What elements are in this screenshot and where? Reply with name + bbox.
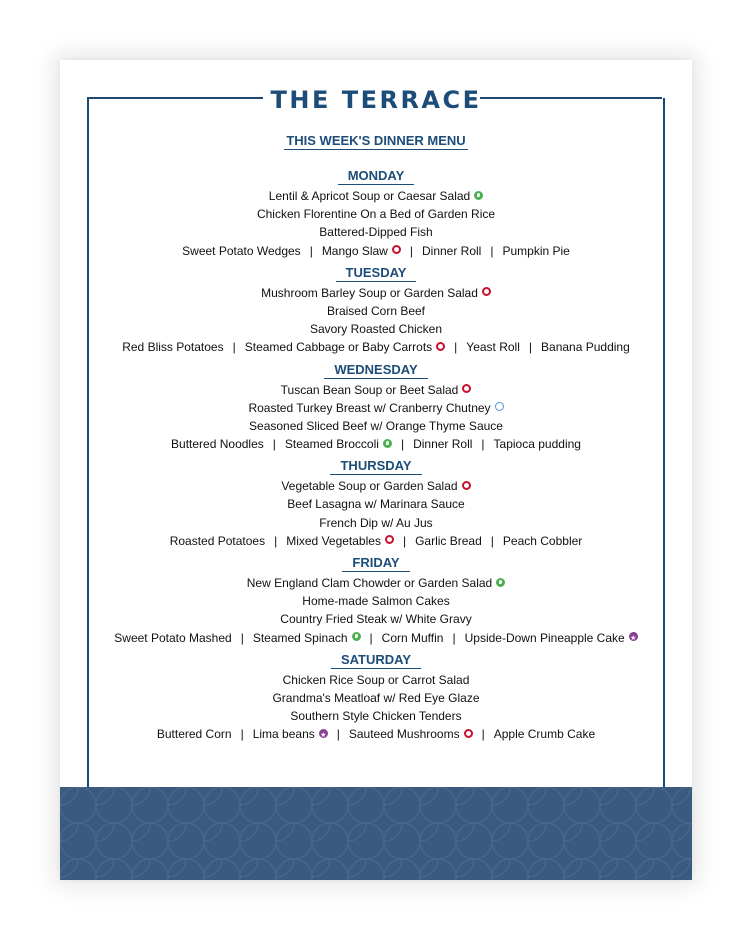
day-heading <box>60 168 692 187</box>
menu-line <box>60 610 692 628</box>
item-separator: | <box>490 243 494 258</box>
menu-item: Chicken Florentine On a Bed of Garden Rice <box>256 207 496 222</box>
red-circle-icon <box>464 729 473 738</box>
menu-item: French Dip w/ Au Jus <box>319 515 433 530</box>
day-heading <box>60 265 692 284</box>
menu-item: Tuscan Bean Soup or Beet Salad <box>280 382 459 397</box>
menu-item: Dinner Roll <box>421 243 482 258</box>
menu-item: Yeast Roll <box>466 340 520 355</box>
menu-line <box>60 381 692 399</box>
menu-item: Lima beans <box>252 727 315 742</box>
day-heading-text: THURSDAY <box>330 458 421 475</box>
item-separator: | <box>309 243 313 258</box>
day-section-wednesday <box>60 362 692 454</box>
item-separator: | <box>409 243 413 258</box>
menu-line <box>60 671 692 689</box>
menu-item: Savory Roasted Chicken <box>309 322 443 337</box>
red-circle-icon <box>436 342 445 351</box>
day-heading-text: TUESDAY <box>336 265 417 282</box>
item-separator: | <box>272 437 276 452</box>
menu-line <box>60 707 692 725</box>
menu-item: Garlic Bread <box>415 533 482 548</box>
menu-line <box>60 399 692 417</box>
item-separator: | <box>454 340 458 355</box>
footer-pattern-band <box>60 787 692 880</box>
menu-item: Buttered Corn <box>156 727 232 742</box>
red-circle-icon <box>462 481 471 490</box>
item-separator: | <box>274 533 278 548</box>
menu-item: Grandma's Meatloaf w/ Red Eye Glaze <box>272 690 480 705</box>
menu-item: Mushroom Barley Soup or Garden Salad <box>261 285 478 300</box>
menu-item: Braised Corn Beef <box>326 303 426 318</box>
purple-star-icon <box>629 632 638 641</box>
menu-item: Tapioca pudding <box>493 437 581 452</box>
menu-item: Steamed Broccoli <box>284 437 379 452</box>
menu-line <box>60 302 692 320</box>
day-heading-text: WEDNESDAY <box>324 362 427 379</box>
item-separator: | <box>452 630 456 645</box>
green-leaf-icon <box>383 439 392 448</box>
red-circle-icon <box>385 535 394 544</box>
day-heading-text: SATURDAY <box>331 652 421 669</box>
day-heading <box>60 458 692 477</box>
day-section-tuesday <box>60 265 692 357</box>
day-section-saturday <box>60 652 692 744</box>
page-title: THE TERRACE <box>270 86 482 114</box>
day-heading-text: FRIDAY <box>342 555 409 572</box>
menu-item: Red Bliss Potatoes <box>122 340 224 355</box>
green-leaf-icon <box>352 632 361 641</box>
menu-line <box>60 532 692 550</box>
menu-line <box>60 417 692 435</box>
menu-item: Home-made Salmon Cakes <box>302 594 450 609</box>
menu-item: Steamed Spinach <box>252 630 348 645</box>
item-separator: | <box>336 727 340 742</box>
green-leaf-icon <box>496 578 505 587</box>
day-section-monday <box>60 168 692 260</box>
item-separator: | <box>402 533 407 548</box>
menu-line <box>60 495 692 513</box>
menu-item: Corn Muffin <box>381 630 444 645</box>
menu-item: Seasoned Sliced Beef w/ Orange Thyme Sauce <box>249 418 503 433</box>
menu-subtitle <box>60 132 692 150</box>
day-heading <box>60 362 692 381</box>
menu-line <box>60 592 692 610</box>
item-separator: | <box>528 340 533 355</box>
item-separator: | <box>232 340 236 355</box>
menu-item: Steamed Cabbage or Baby Carrots <box>244 340 433 355</box>
item-separator: | <box>481 727 485 742</box>
menu-line <box>60 477 692 495</box>
day-heading <box>60 652 692 671</box>
menu-page <box>60 60 692 880</box>
menu-line <box>60 187 692 205</box>
day-heading <box>60 555 692 574</box>
day-section-thursday <box>60 458 692 550</box>
menu-item: Southern Style Chicken Tenders <box>290 709 462 724</box>
item-separator: | <box>400 437 405 452</box>
menu-item: Buttered Noodles <box>171 437 264 452</box>
menu-line <box>60 223 692 241</box>
menu-item: Country Fried Steak w/ White Gravy <box>280 612 472 627</box>
item-separator: | <box>490 533 494 548</box>
menu-line <box>60 242 692 260</box>
menu-item: Chicken Rice Soup or Carrot Salad <box>282 672 470 687</box>
item-separator: | <box>481 437 485 452</box>
menu-line <box>60 629 692 647</box>
menu-item: Roasted Potatoes <box>169 533 266 548</box>
day-section-friday <box>60 555 692 647</box>
menu-line <box>60 435 692 453</box>
menu-line <box>60 689 692 707</box>
menu-item: Roasted Turkey Breast w/ Cranberry Chutney <box>248 400 491 415</box>
menu-item: Lentil & Apricot Soup or Caesar Salad <box>268 189 471 203</box>
menu-item: Vegetable Soup or Garden Salad <box>281 479 458 494</box>
menu-item: Sweet Potato Mashed <box>114 630 232 645</box>
menu-item: Sauteed Mushrooms <box>348 727 460 742</box>
item-separator: | <box>240 727 244 742</box>
item-separator: | <box>240 630 244 645</box>
red-circle-icon <box>392 245 401 254</box>
menu-item: Beef Lasagna w/ Marinara Sauce <box>287 497 465 512</box>
red-circle-icon <box>462 384 471 393</box>
menu-subtitle-text: THIS WEEK'S DINNER MENU <box>286 133 466 148</box>
menu-item: Mixed Vegetables <box>286 533 381 548</box>
menu-line <box>60 725 692 743</box>
menu-item: Dinner Roll <box>413 437 473 452</box>
purple-star-icon <box>319 729 328 738</box>
green-leaf-icon <box>474 191 483 200</box>
menu-line <box>60 514 692 532</box>
menu-line <box>60 284 692 302</box>
red-circle-icon <box>482 287 491 296</box>
menu-line <box>60 338 692 356</box>
blue-circle-icon <box>495 402 504 411</box>
menu-item: Battered-Dipped Fish <box>319 225 433 240</box>
menu-line <box>60 320 692 338</box>
menu-line <box>60 205 692 223</box>
menu-item: Sweet Potato Wedges <box>182 243 301 258</box>
menu-item: Peach Cobbler <box>502 533 583 548</box>
item-separator: | <box>369 630 373 645</box>
menu-item: Pumpkin Pie <box>502 243 570 258</box>
menu-line <box>60 574 692 592</box>
menu-item: Upside-Down Pineapple Cake <box>464 630 625 645</box>
menu-item: New England Clam Chowder or Garden Salad <box>246 576 493 590</box>
menu-item: Banana Pudding <box>541 340 630 355</box>
menu-item: Mango Slaw <box>321 243 388 258</box>
weekly-menu <box>60 168 692 749</box>
day-heading-text: MONDAY <box>338 168 415 185</box>
menu-item: Apple Crumb Cake <box>493 727 596 742</box>
